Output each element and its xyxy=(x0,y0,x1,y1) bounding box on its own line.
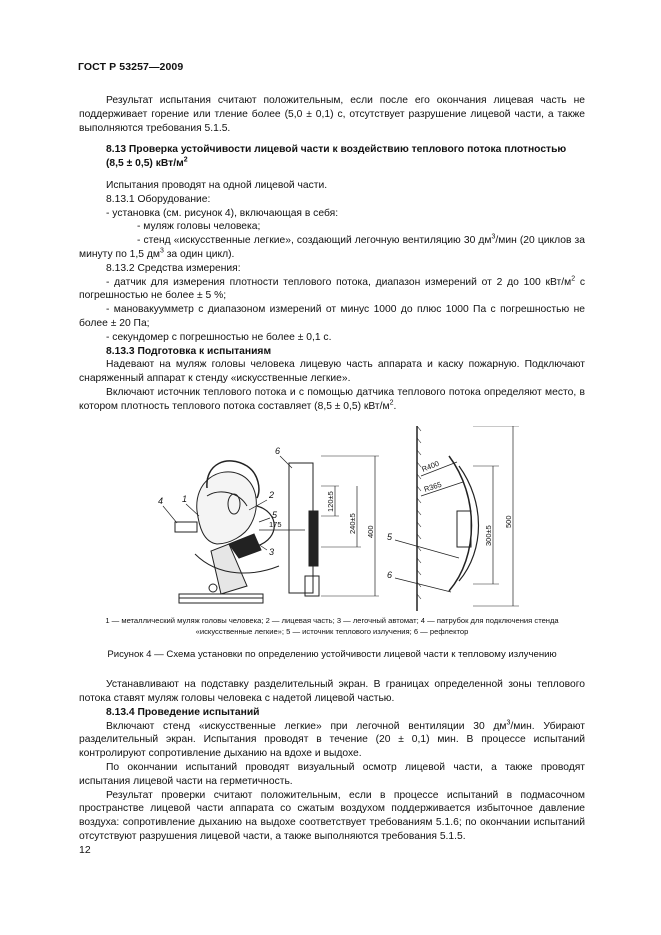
figure-4-drawing xyxy=(79,426,585,611)
figure-caption: Рисунок 4 — Схема установки по определению устойчивости лицевой части к тепловому излучению xyxy=(107,649,557,661)
radius-365: R365 xyxy=(422,479,443,494)
paragraph-test-run xyxy=(79,720,585,761)
page-content xyxy=(79,94,585,844)
paragraph-result: Результат проверки считают положительным, если в процессе испытаний в подмасочном пространстве лицевой части аппарата со сжатым воздухом поддерживается избыточное давление воздуха: сопротивление дыханию на выдохе соответствует требованиям 5.1.6; по окончании испытаний отсутствуют разрушения лицевой части, а также выполняются требования 5.1.5. xyxy=(79,789,585,842)
item-heat-sensor-sup: 2 xyxy=(571,275,576,283)
paragraph-prepare-2-b: . xyxy=(393,400,397,412)
item-artificial-lungs-sup: 3 xyxy=(491,233,496,241)
section-8-13-title-text: 8.13 Проверка устойчивости лицевой части к воздействию теплового потока плотностью (8,5 ± 0,5) кВт/м xyxy=(106,144,567,170)
intro-paragraph: Результат испытания считают положительным, если после его окончания лицевая часть не поддерживает горение или тление более (5,0 ± 0,1) с, отсутствует разрушение лицевой части, а также выполняются требования 5.1.5. xyxy=(79,95,585,134)
nozzle-4 xyxy=(175,522,197,532)
heading-8-13-4: 8.13.4 Проведение испытаний xyxy=(106,706,260,718)
emitter-top xyxy=(457,511,471,547)
heading-8-13-3: 8.13.3 Подготовка к испытаниям xyxy=(106,345,272,357)
reflector-arc-outer xyxy=(449,456,472,591)
paragraph-prepare-2-sup: 2 xyxy=(389,399,394,407)
item-stopwatch: - секундомер с погрешностью не более ± 0,1 с. xyxy=(106,331,332,343)
fitting-circle xyxy=(209,584,217,592)
reflector-arc-inner xyxy=(459,466,479,581)
section-8-13-title-sup: 2 xyxy=(183,156,188,164)
item-heat-sensor-a: - датчик для измерения плотности теплового потока, диапазон измерений от 2 до 100 кВт/м xyxy=(106,276,572,288)
item-manovacuummeter: - мановакуумметр с диапазоном измерений от минус 1000 до плюс 1000 Па с погрешностью не более ± 20 Па; xyxy=(79,304,585,329)
dim-300: 300±5 xyxy=(484,524,493,546)
dim-500: 500 xyxy=(504,515,513,528)
item-artificial-lungs-sup2: 3 xyxy=(159,247,164,255)
paragraph-prepare-1: Надевают на муляж головы человека лицевую часть аппарата и каску пожарную. Подключают снаряженный аппарат к стенду «искусственные легкие». xyxy=(79,359,585,385)
label-1: 1 xyxy=(182,493,188,504)
label-6-right: 6 xyxy=(387,569,393,580)
label-3: 3 xyxy=(269,546,275,557)
label-5-right: 5 xyxy=(387,531,393,542)
label-6: 6 xyxy=(275,445,281,456)
paragraph-test-run-a: Включают стенд «искусственные легкие» при легочной вентиляции 30 дм xyxy=(106,720,507,732)
paragraph-test-run-b: /мин. Убирают разделительный экран. Испытания проводят в течение (20 ± 0,1) мин. В процессе испытаний контролируют сопротивление дыханию на вдохе и выдохе. xyxy=(79,720,585,760)
leader-6 xyxy=(280,456,292,468)
item-artificial-lungs-c: за один цикл). xyxy=(163,248,235,260)
section-8-13-title xyxy=(79,143,585,171)
label-4: 4 xyxy=(158,495,164,506)
item-artificial-lungs-b: /мин (20 циклов за минуту по 1,5 дм xyxy=(79,235,585,260)
paragraph-prepare-2 xyxy=(79,386,585,414)
heading-8-13-2: 8.13.2 Средства измерения: xyxy=(106,262,241,274)
heading-8-13-1: 8.13.1 Оборудование: xyxy=(106,193,211,205)
item-artificial-lungs xyxy=(79,234,585,262)
paragraph-prepare-2-a: Включают источник теплового потока и с помощью датчика теплового потока определяют место, в котором плотность теплового потока составляет (8,5 ± 0,5) кВт/м xyxy=(79,386,585,412)
paragraph-test-run-sup: 3 xyxy=(506,719,511,727)
leader-5r xyxy=(395,540,459,558)
paragraph-inspection: По окончании испытаний проводят визуальный осмотр лицевой части, а также проводят испытания лицевой части на герметичность. xyxy=(79,761,585,787)
item-heat-sensor xyxy=(79,276,585,304)
figure-legend-line-1: 1 — металлический муляж головы человека; 2 — лицевая часть; 3 — легочный автомат; 4 — патрубок для подключения стенда xyxy=(105,615,559,625)
standard-header: ГОСТ Р 53257—2009 xyxy=(78,61,184,73)
figure-legend-line-2: «искусственные легкие»; 5 — источник теплового излучения; 6 — рефлектор xyxy=(195,626,469,636)
label-2: 2 xyxy=(269,489,275,500)
dim-240: 240±5 xyxy=(348,512,357,534)
figure-4 xyxy=(79,426,585,611)
item-head-dummy: - муляж головы человека; xyxy=(137,221,261,233)
item-heat-sensor-b: с погрешностью не более ± 5 %; xyxy=(79,276,585,302)
page-number: 12 xyxy=(79,844,91,856)
dim-175: 175 xyxy=(269,519,282,529)
head-dummy-shape xyxy=(197,471,257,543)
heat-emitter xyxy=(309,511,318,566)
dim-120: 120±5 xyxy=(326,490,335,512)
radius-400: R400 xyxy=(420,458,441,474)
item-artificial-lungs-a: - стенд «искусственные легкие», создающий легочную вентиляцию 30 дм xyxy=(137,235,492,247)
figure-legend xyxy=(79,615,585,638)
leader-6r xyxy=(395,578,451,592)
label-5: 5 xyxy=(272,509,278,520)
leader-4 xyxy=(163,506,177,523)
paragraph-one-face: Испытания проводят на одной лицевой части. xyxy=(106,179,328,191)
paragraph-screen: Устанавливают на подставку разделительный экран. В границах определенной зоны теплового потока ставят муляж головы человека с надетой лицевой частью. xyxy=(79,679,585,704)
dim-400: 400 xyxy=(366,525,375,538)
item-installation: - установка (см. рисунок 4), включающая в себя: xyxy=(106,207,339,219)
